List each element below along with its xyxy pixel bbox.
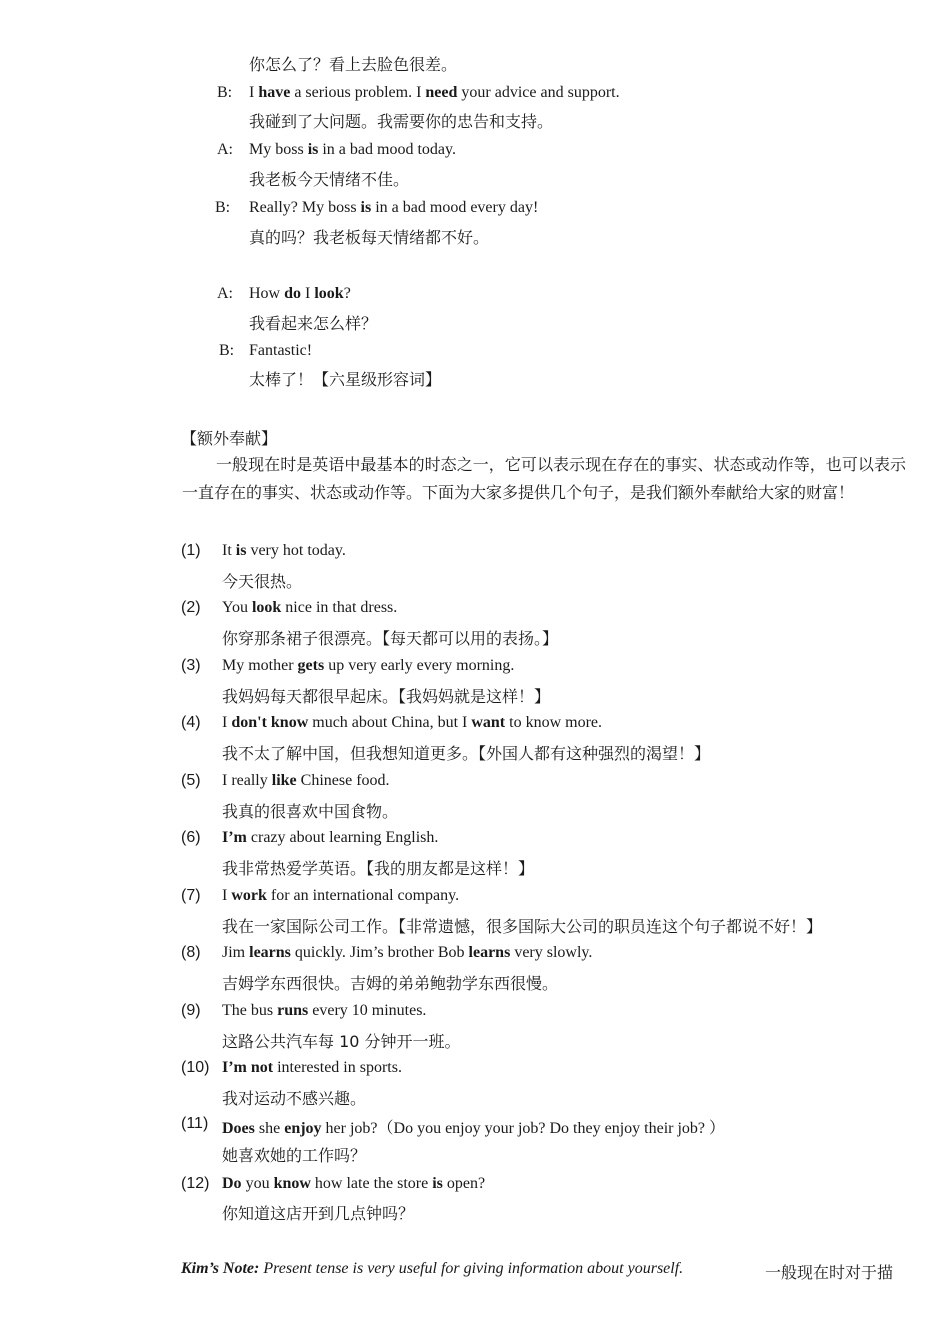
sentence-text: very hot today. <box>246 542 346 559</box>
verb-highlight: gets <box>297 657 325 674</box>
note-zh: 一般现在时对于描 <box>765 1263 894 1282</box>
sentence-text: ? <box>343 285 351 302</box>
note-text: Present tense is very useful for giving information about yourself. <box>259 1260 684 1277</box>
dialogue-zh: 我看起来怎么样？ <box>249 314 378 333</box>
verb-highlight: is <box>432 1175 443 1192</box>
example-zh: 你知道这店开到几点钟吗？ <box>222 1204 415 1223</box>
speaker-label: A: <box>217 285 233 302</box>
sentence-text: I <box>301 285 315 302</box>
example-en <box>222 772 390 790</box>
sentence-text: she <box>254 1120 285 1137</box>
item-number: (7) <box>181 887 201 904</box>
section-heading: 【额外奉献】 <box>181 429 278 448</box>
dialogue-zh: 我老板今天情绪不佳。 <box>249 170 410 189</box>
sentence-text: Jim <box>222 944 250 961</box>
item-number: (5) <box>181 772 201 789</box>
verb-highlight: is <box>360 199 372 216</box>
verb-highlight: learns <box>249 944 291 961</box>
example-en <box>222 944 592 962</box>
sentence-text: Chinese food. <box>296 772 390 789</box>
example-zh: 你穿那条裙子很漂亮。【每天都可以用的表扬。】 <box>222 629 559 648</box>
verb-highlight: enjoy <box>284 1120 322 1137</box>
example-en <box>222 542 346 560</box>
sentence-text: My boss <box>249 141 308 158</box>
sentence-text: How <box>249 285 285 302</box>
dialogue-zh: 真的吗？我老板每天情绪都不好。 <box>249 228 490 247</box>
sentence-text: I <box>222 887 232 904</box>
example-en <box>222 657 514 675</box>
verb-highlight: look <box>314 285 344 302</box>
verb-highlight: work <box>231 887 267 904</box>
example-en <box>222 1002 426 1020</box>
item-number: (12) <box>181 1175 210 1192</box>
verb-highlight: is <box>235 542 247 559</box>
example-en <box>222 1115 725 1138</box>
sentence-text: Really? My boss <box>249 199 361 216</box>
sentence-text: interested in sports. <box>273 1059 402 1076</box>
item-number: (1) <box>181 542 201 559</box>
sentence-text: very slowly. <box>510 944 593 961</box>
verb-highlight: have <box>258 84 291 101</box>
sentence-text: in a bad mood today. <box>318 141 456 158</box>
verb-highlight: learns <box>468 944 511 961</box>
item-number: (3) <box>181 657 201 674</box>
intro-paragraph: 一般现在时是英语中最基本的时态之一，它可以表示现在存在的事实、状态或动作等，也可以表示一直存在的事实、状态或动作等。下面为大家多提供几个句子，是我们额外奉献给大家的财富！ <box>182 455 906 502</box>
sentence-text: your advice and support. <box>457 84 620 101</box>
sentence-text: for an international company. <box>266 887 460 904</box>
sentence-text: her job?（Do you enjoy your job? Do they enjoy their job? ） <box>321 1120 726 1137</box>
dialogue-en <box>249 342 312 360</box>
dialogue-en <box>249 285 351 303</box>
speaker-label: B: <box>217 84 233 101</box>
sentence-text: much about China, but I <box>308 714 472 731</box>
example-zh: 我在一家国际公司工作。【非常遗憾，很多国际大公司的职员连这个句子都说不好！】 <box>222 917 823 936</box>
speaker-label: B: <box>219 342 235 359</box>
item-number: (10) <box>181 1059 210 1076</box>
verb-highlight: runs <box>277 1002 309 1019</box>
item-number: (4) <box>181 714 201 731</box>
example-zh: 她喜欢她的工作吗？ <box>222 1146 367 1165</box>
verb-highlight: do <box>284 285 302 302</box>
example-zh: 我非常热爱学英语。【我的朋友都是这样！】 <box>222 859 535 878</box>
verb-highlight: is <box>307 141 319 158</box>
speaker-label: B: <box>215 199 231 216</box>
sentence-text: I <box>249 84 259 101</box>
kims-note <box>181 1260 683 1278</box>
example-zh: 我真的很喜欢中国食物。 <box>222 802 399 821</box>
verb-highlight: like <box>271 772 297 789</box>
dialogue-en <box>249 84 620 102</box>
example-zh: 吉姆学东西很快。吉姆的弟弟鲍勃学东西很慢。 <box>222 974 559 993</box>
sentence-text: I <box>222 714 232 731</box>
sentence-text: You <box>222 599 252 616</box>
dialogue-en <box>249 141 456 159</box>
sentence-text: up very early every morning. <box>324 657 515 674</box>
dialogue-zh: 我碰到了大问题。我需要你的忠告和支持。 <box>249 112 554 131</box>
example-en <box>222 714 602 732</box>
sentence-text: to know more. <box>505 714 602 731</box>
example-en <box>222 1175 485 1193</box>
verb-highlight: know <box>273 1175 311 1192</box>
verb-highlight: Do <box>222 1175 242 1192</box>
verb-highlight: Does <box>222 1120 255 1137</box>
verb-highlight: look <box>251 599 282 616</box>
sentence-text: in a bad mood every day! <box>371 199 539 216</box>
dialogue-zh: 太棒了！【六星级形容词】 <box>249 370 442 389</box>
verb-highlight: I’m <box>222 829 247 846</box>
sentence-text: open? <box>442 1175 486 1192</box>
example-en <box>222 887 459 905</box>
sentence-text: Fantastic! <box>249 342 313 359</box>
verb-highlight: I’m not <box>222 1059 274 1076</box>
sentence-text: every 10 minutes. <box>308 1002 427 1019</box>
sentence-text: a serious problem. I <box>290 84 426 101</box>
item-number: (8) <box>181 944 201 961</box>
example-en <box>222 599 397 617</box>
sentence-text: It <box>222 542 236 559</box>
example-zh: 这路公共汽车每 10 分钟开一班。 <box>222 1032 461 1051</box>
example-en <box>222 829 438 847</box>
example-zh: 我不太了解中国，但我想知道更多。【外国人都有这种强烈的渴望！】 <box>222 744 711 763</box>
sentence-text: I really <box>222 772 272 789</box>
example-zh: 我妈妈每天都很早起床。【我妈妈就是这样！】 <box>222 687 551 706</box>
verb-highlight: need <box>425 84 458 101</box>
sentence-text: The bus <box>222 1002 278 1019</box>
sentence-text: you <box>241 1175 274 1192</box>
dialogue-en <box>249 199 538 217</box>
sentence-text: My mother <box>222 657 298 674</box>
item-number: (11) <box>181 1115 209 1132</box>
item-number: (2) <box>181 599 201 616</box>
sentence-text: nice in that dress. <box>281 599 398 616</box>
speaker-label: A: <box>217 141 233 158</box>
sentence-text: how late the store <box>310 1175 433 1192</box>
item-number: (6) <box>181 829 201 846</box>
example-zh: 今天很热。 <box>222 572 303 591</box>
item-number: (9) <box>181 1002 201 1019</box>
verb-highlight: don't know <box>231 714 309 731</box>
sentence-text: crazy about learning English. <box>246 829 439 846</box>
verb-highlight: want <box>471 714 506 731</box>
note-label: Kim’s Note: <box>181 1260 260 1277</box>
example-en <box>222 1059 402 1077</box>
example-zh: 我对运动不感兴趣。 <box>222 1089 367 1108</box>
sentence-text: quickly. Jim’s brother Bob <box>290 944 469 961</box>
dialogue-zh-0: 你怎么了？看上去脸色很差。 <box>249 55 458 74</box>
